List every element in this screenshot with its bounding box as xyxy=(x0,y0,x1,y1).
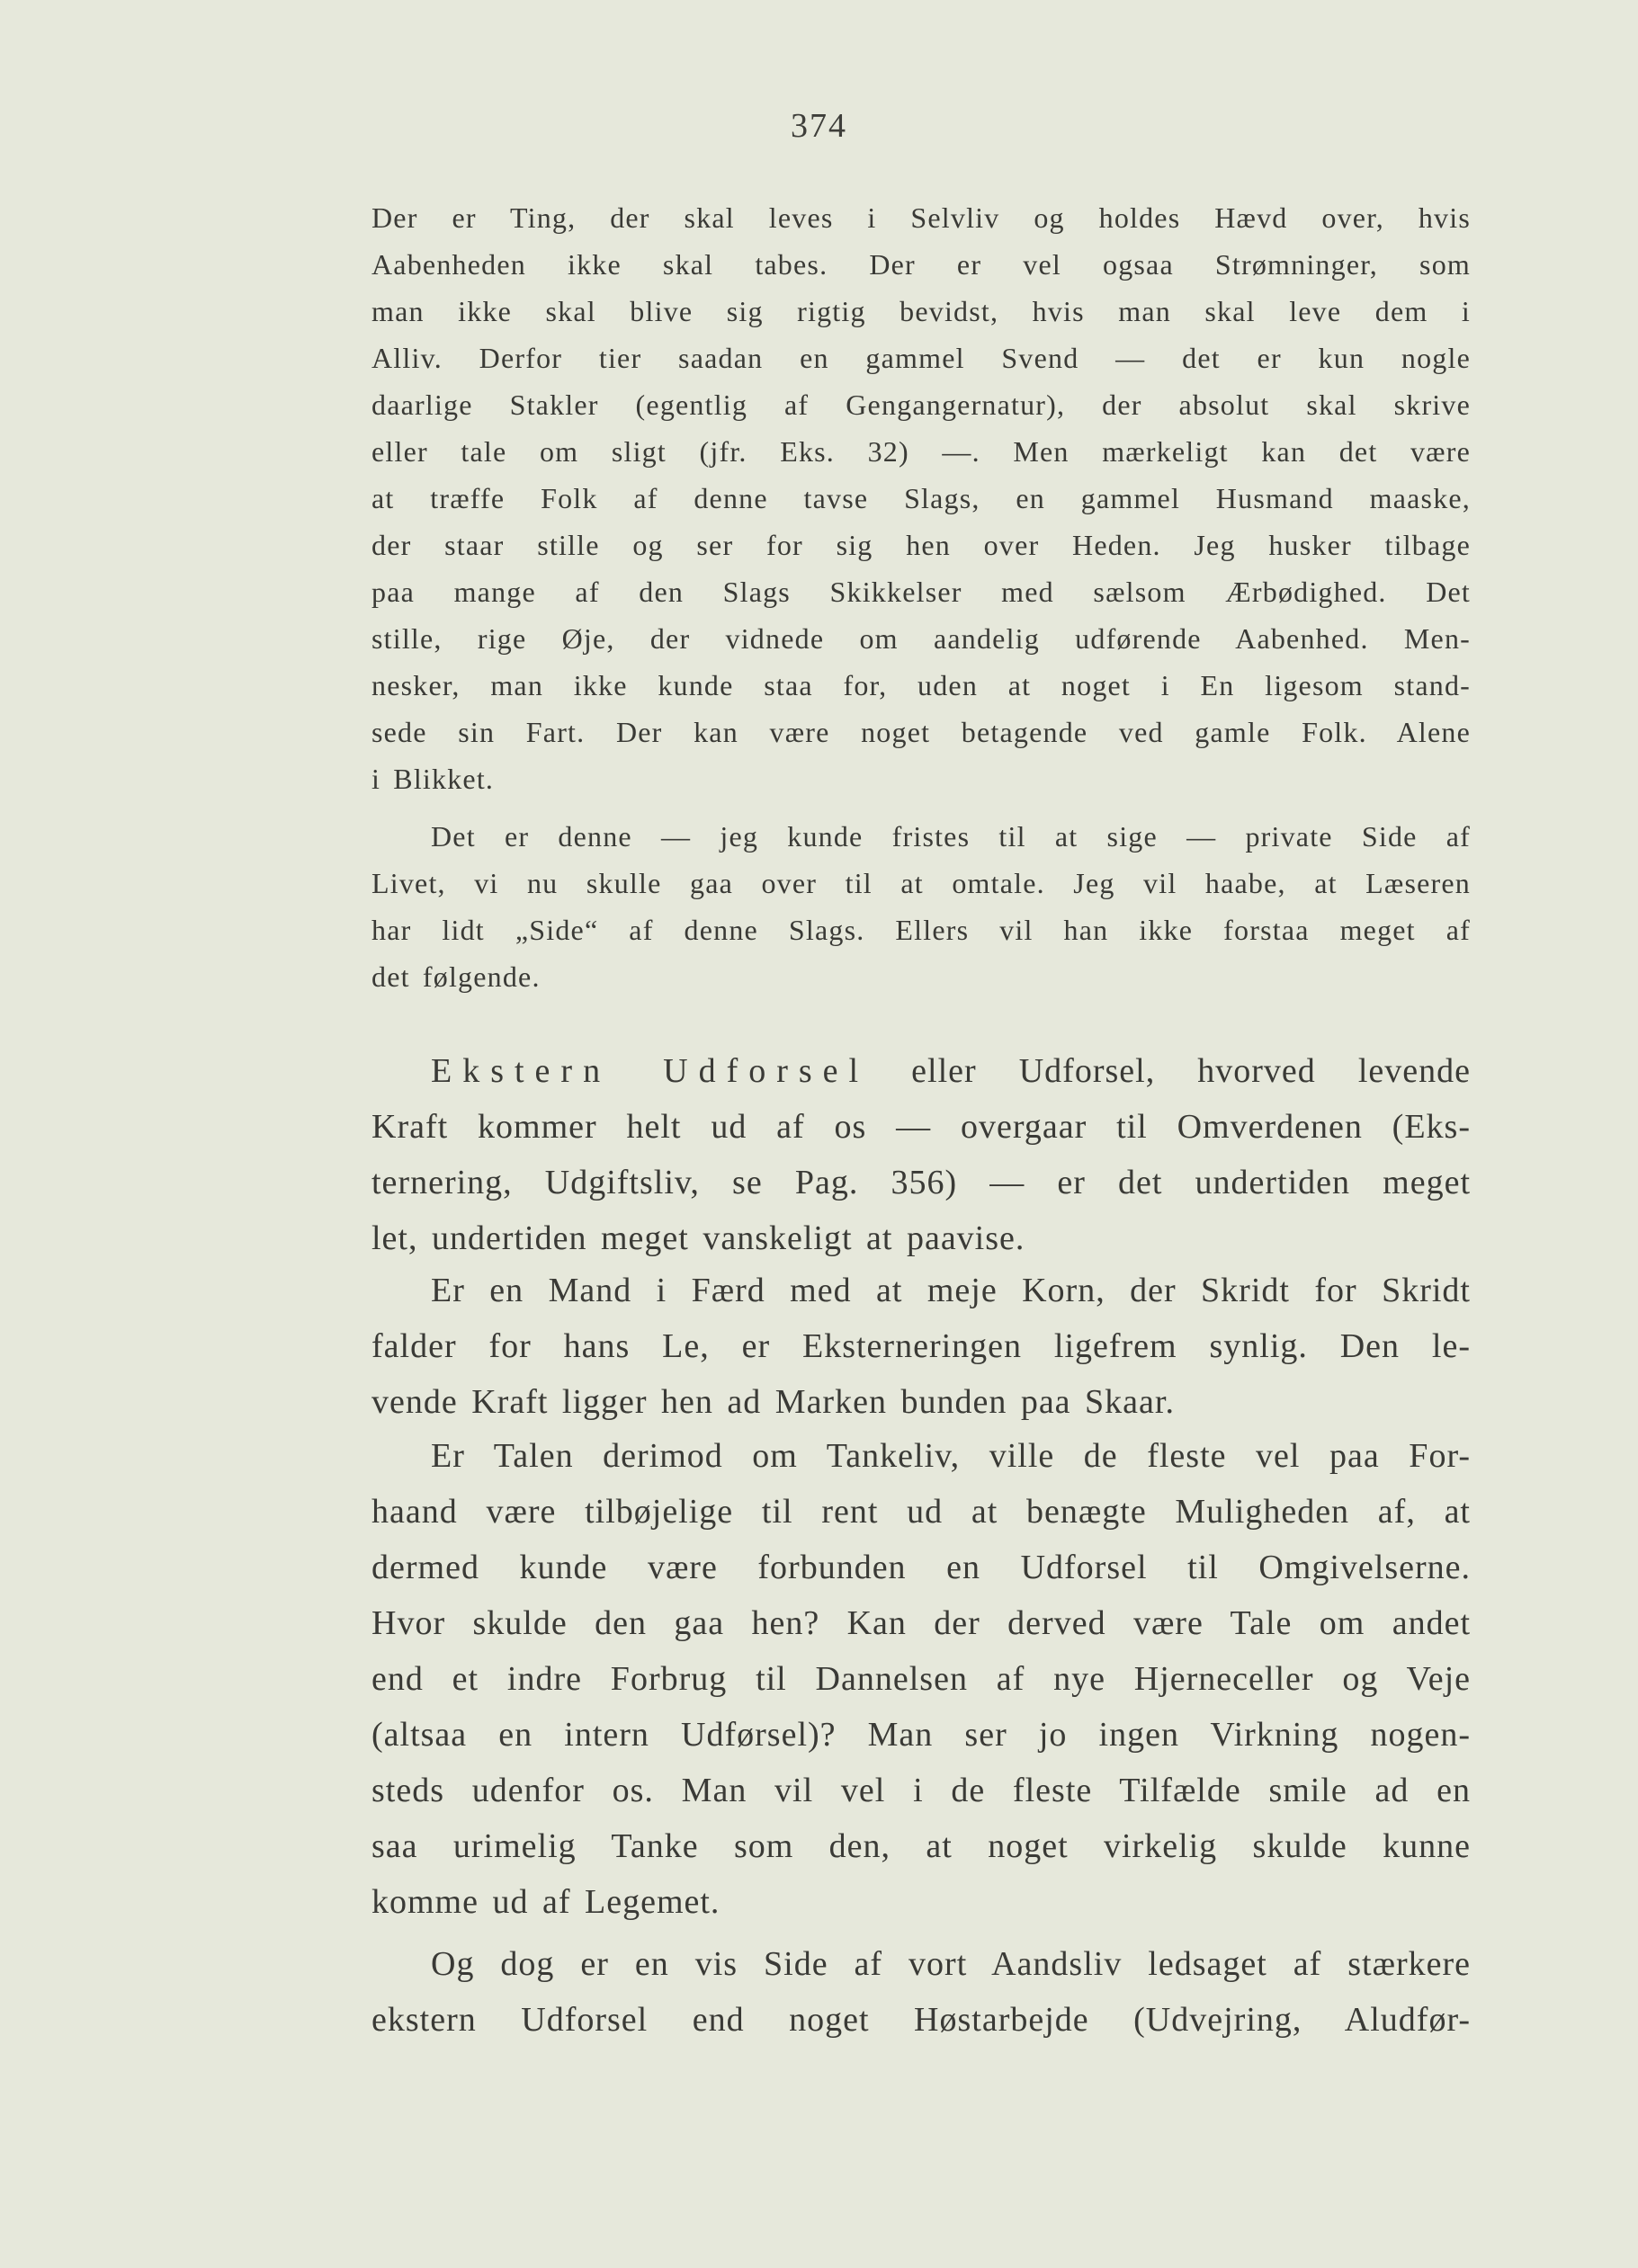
text-line: Hvor skulde den gaa hen? Kan der derved være Tale om andet xyxy=(371,1604,1471,1642)
text-line: nesker, man ikke kunde staa for, uden at noget i En ligesom stand- xyxy=(371,669,1471,701)
text-line: dermed kunde være forbunden en Udforsel til Omgivelserne. xyxy=(371,1549,1471,1586)
text-line: sede sin Fart. Der kan være noget betagende ved gamle Folk. Alene xyxy=(371,716,1471,748)
text-line: i Blikket. xyxy=(371,763,495,795)
text-line: har lidt „Side“ af denne Slags. Ellers vil han ikke forstaa meget af xyxy=(371,914,1471,946)
text-line: Er Talen derimod om Tankeliv, ville de fleste vel paa For- xyxy=(431,1437,1471,1475)
text-line: paa mange af den Slags Skikkelser med sælsom Ærbødighed. Det xyxy=(371,576,1471,608)
text-line: vende Kraft ligger hen ad Marken bunden paa Skaar. xyxy=(371,1383,1175,1421)
text-line: Kraft kommer helt ud af os — overgaar til Omverdenen (Eks- xyxy=(371,1108,1471,1146)
text-line: ekstern Udforsel end noget Høstarbejde (Udvejring, Aludfør- xyxy=(371,2001,1471,2039)
paragraph-1 xyxy=(371,194,1471,802)
text-line: Aabenheden ikke skal tabes. Der er vel ogsaa Strømninger, som xyxy=(371,248,1471,281)
text-line: eller tale om sligt (jfr. Eks. 32) —. Men mærkeligt kan det være xyxy=(371,435,1471,468)
paragraph-2 xyxy=(371,813,1471,1000)
text-line: end et indre Forbrug til Dannelsen af nye Hjerneceller og Veje xyxy=(371,1660,1471,1698)
text-line: haand være tilbøjelige til rent ud at benægte Muligheden af, at xyxy=(371,1493,1471,1531)
text-line: let, undertiden meget vanskeligt at paavise. xyxy=(371,1219,1025,1257)
text-line: Alliv. Derfor tier saadan en gammel Svend — det er kun nogle xyxy=(371,342,1471,374)
text-line: Og dog er en vis Side af vort Aandsliv ledsaget af stærkere xyxy=(431,1945,1471,1983)
paragraph-5 xyxy=(371,1428,1471,1930)
text-line: man ikke skal blive sig rigtig bevidst, hvis man skal leve dem i xyxy=(371,295,1471,327)
text-line: komme ud af Legemet. xyxy=(371,1883,721,1921)
text-line: Livet, vi nu skulle gaa over til at omtale. Jeg vil haabe, at Læseren xyxy=(371,867,1471,899)
page-number: 374 xyxy=(791,107,847,145)
text-line: stille, rige Øje, der vidnede om aandelig udførende Aabenhed. Men- xyxy=(371,622,1471,655)
paragraph-3 xyxy=(371,1043,1471,1266)
text-line: det følgende. xyxy=(371,960,541,993)
text-line: falder for hans Le, er Eksterneringen ligefrem synlig. Den le- xyxy=(371,1327,1471,1365)
text-line: ternering, Udgiftsliv, se Pag. 356) — er det undertiden meget xyxy=(371,1164,1471,1201)
text-line: daarlige Stakler (egentlig af Gengangernatur), der absolut skal skrive xyxy=(371,388,1471,421)
spaced-term: Ekstern Udforsel xyxy=(431,1052,870,1090)
paragraph-4 xyxy=(371,1263,1471,1430)
text-line: at træffe Folk af denne tavse Slags, en gammel Husmand maaske, xyxy=(371,482,1471,514)
text-line: saa urimelig Tanke som den, at noget virkelig skulde kunne xyxy=(371,1827,1471,1865)
paragraph-6 xyxy=(371,1936,1471,2048)
text-line: Det er denne — jeg kunde fristes til at sige — private Side af xyxy=(431,820,1471,853)
text-line-rest: eller Udforsel, hvorved levende xyxy=(869,1052,1471,1090)
text-line: Der er Ting, der skal leves i Selvliv og holdes Hævd over, hvis xyxy=(371,201,1471,234)
text-line xyxy=(371,1043,1471,1099)
text-line: Er en Mand i Færd med at meje Korn, der Skridt for Skridt xyxy=(431,1272,1471,1309)
text-line: der staar stille og ser for sig hen over Heden. Jeg husker tilbage xyxy=(371,529,1471,561)
text-line: (altsaa en intern Udførsel)? Man ser jo ingen Virkning nogen- xyxy=(371,1716,1471,1754)
text-line: steds udenfor os. Man vil vel i de fleste Tilfælde smile ad en xyxy=(371,1772,1471,1809)
